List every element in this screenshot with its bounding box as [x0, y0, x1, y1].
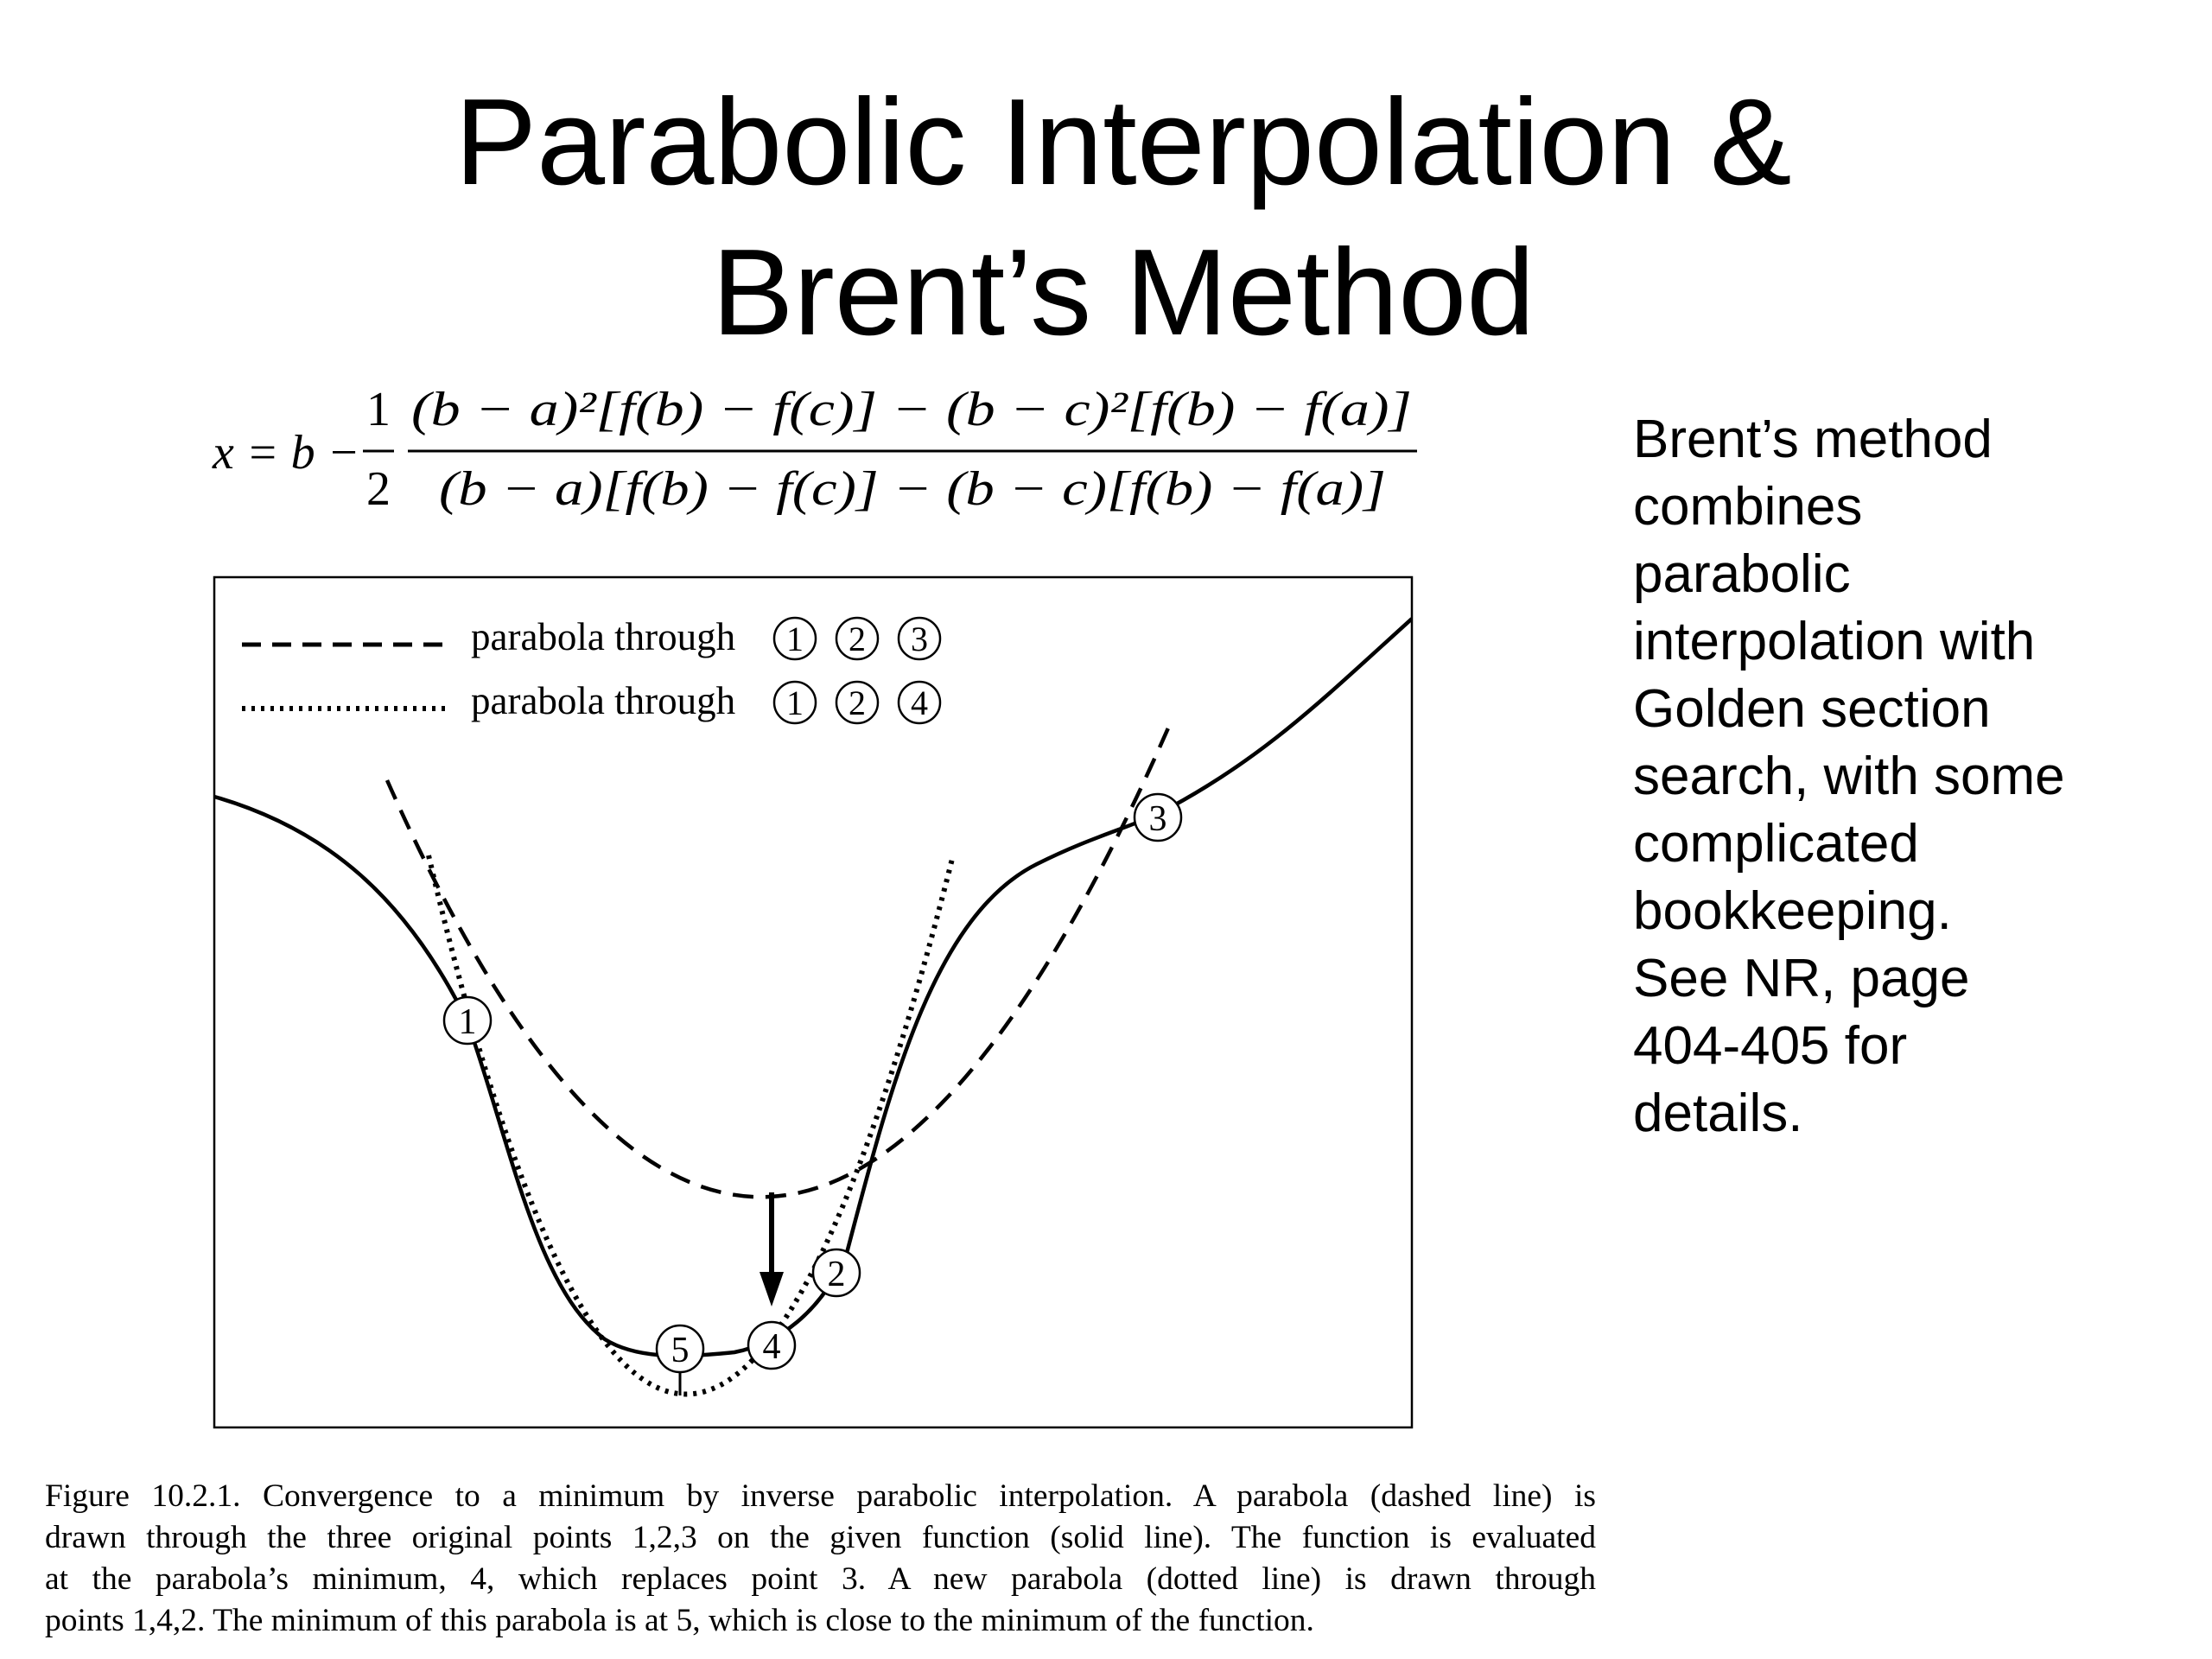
svg-text:1: 1: [786, 620, 804, 658]
legend-dashed-point-3: [899, 618, 940, 659]
legend-dashed-point-1: [774, 618, 816, 659]
parabola-minimum-arrow: [760, 1192, 784, 1306]
slide-title-line-2: Brent’s Method: [711, 224, 1535, 361]
svg-text:2: 2: [827, 1255, 846, 1294]
svg-text:2: 2: [849, 620, 866, 658]
description-line: See NR, page: [1633, 949, 1970, 1008]
point-2-marker: [813, 1249, 860, 1296]
figure-legend: [242, 615, 940, 723]
caption-line: at the parabola’s minimum, 4, which replaces point 3. A new parabola (dotted line) is drawn through: [45, 1561, 1596, 1597]
formula-half-denominator: 2: [366, 462, 391, 516]
legend-dotted-point-4: [899, 682, 940, 723]
description-line: search, with some: [1633, 747, 2065, 806]
description-line: Brent’s method: [1633, 410, 1993, 469]
caption-line: Figure 10.2.1. Convergence to a minimum by inverse parabolic interpolation. A parabola (dashed line) is: [45, 1478, 1596, 1514]
svg-text:3: 3: [1148, 799, 1167, 839]
description-line: complicated: [1633, 814, 1919, 874]
svg-text:5: 5: [671, 1331, 690, 1370]
svg-text:1: 1: [458, 1002, 477, 1042]
description-line: 404-405 for: [1633, 1016, 1908, 1076]
parabola-1-2-4-dotted: [429, 855, 953, 1395]
caption-line: drawn through the three original points 1,2,3 on the given function (solid line). The function is evaluated: [45, 1520, 1596, 1555]
legend-dotted-point-2: [836, 682, 878, 723]
description-line: details.: [1633, 1084, 1803, 1143]
point-1-marker: [444, 997, 491, 1044]
slide-title-line-1: Parabolic Interpolation &: [454, 73, 1792, 211]
parabola-1-2-3-dashed: [387, 724, 1170, 1197]
point-4-marker: [748, 1322, 795, 1369]
description-line: combines: [1633, 477, 1863, 537]
figure-caption: [45, 1476, 1596, 1642]
function-curve: [214, 619, 1412, 1356]
point-5-marker: [657, 1325, 703, 1372]
caption-line: points 1,4,2. The minimum of this parabola is at 5, which is close to the minimum of the function.: [45, 1603, 1314, 1638]
legend-dashed-label: parabola through: [471, 615, 736, 658]
description-line: bookkeeping.: [1633, 881, 1952, 941]
legend-dotted-label: parabola through: [471, 679, 736, 722]
legend-dotted-point-1: [774, 682, 816, 723]
description-line: interpolation with: [1633, 612, 2036, 671]
svg-text:1: 1: [786, 683, 804, 722]
svg-text:4: 4: [911, 683, 928, 722]
formula-numerator: (b − a)²[f(b) − f(c)] − (b − c)²[f(b) − f(a)]: [411, 383, 1412, 436]
description-line: Golden section: [1633, 679, 1991, 739]
formula-denominator: (b − a)[f(b) − f(c)] − (b − c)[f(b) − f(a)]: [439, 462, 1386, 516]
svg-text:4: 4: [762, 1327, 781, 1367]
legend-dashed-point-2: [836, 618, 878, 659]
svg-text:3: 3: [911, 620, 928, 658]
point-3-marker: [1135, 794, 1181, 841]
formula-half-numerator: 1: [366, 383, 391, 436]
svg-text:2: 2: [849, 683, 866, 722]
description-line: parabolic: [1633, 544, 1851, 604]
formula-lhs: x = b −: [213, 426, 360, 480]
